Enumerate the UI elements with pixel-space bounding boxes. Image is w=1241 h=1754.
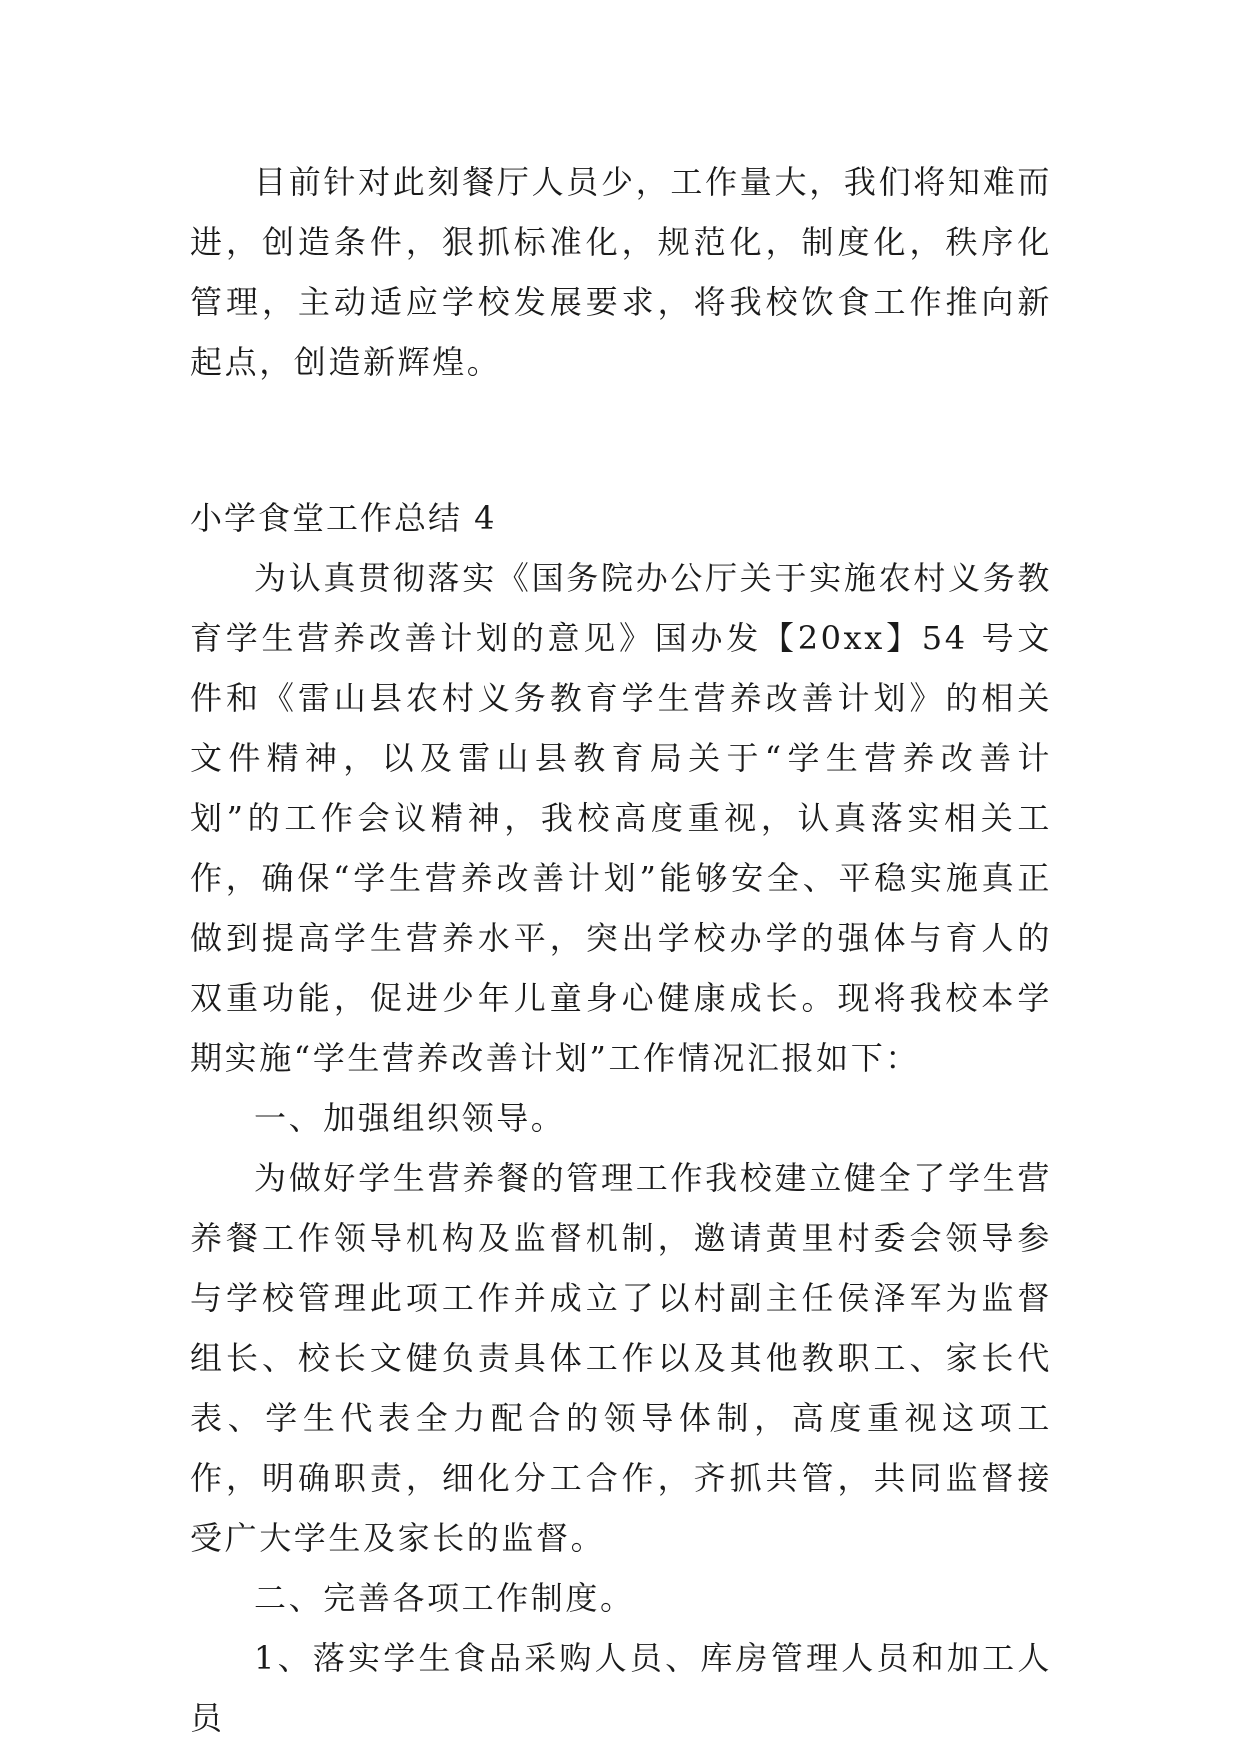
paragraph-organization: 为做好学生营养餐的管理工作我校建立健全了学生营养餐工作领导机构及监督机制，邀请黄里村委会领导参与学校管理此项工作并成立了以村副主任侯泽军为监督组长、校长文健负责具体工作以及其他教职工、家长代表、学生代表全力配合的领导体制，高度重视这项工作，明确职责，细化分工合作，齐抓共管，共同监督接受广大学生及家长的监督。 xyxy=(190,1159,1052,1557)
paragraph-intro: 为认真贯彻落实《国务院办公厅关于实施农村义务教育学生营养改善计划的意见》国办发【20xx】54 号文件和《雷山县农村义务教育学生营养改善计划》的相关文件精神，以及雷山县教育局关于“学生营养改善计划”的工作会议精神，我校高度重视，认真落实相关工作，确保“学生营养改善计划”能够安全、平稳实施真正做到提高学生营养水平，突出学校办学的强体与育人的双重功能，促进少年儿童身心健康成长。现将我校本学期实施“学生营养改善计划”工作情况汇报如下： xyxy=(190,559,1052,1077)
heading-organization: 一、加强组织领导。 xyxy=(254,1099,566,1137)
heading-systems: 二、完善各项工作制度。 xyxy=(254,1579,635,1617)
document-page xyxy=(190,152,1052,1748)
paragraph-closing: 目前针对此刻餐厅人员少，工作量大，我们将知难而进，创造条件，狠抓标准化，规范化，制度化，秩序化管理，主动适应学校发展要求，将我校饮食工作推向新起点，创造新辉煌。 xyxy=(190,163,1052,381)
section-spacer xyxy=(190,392,1052,488)
section-title: 小学食堂工作总结 4 xyxy=(190,499,497,537)
paragraph-systems-item-1: 1、落实学生食品采购人员、库房管理人员和加工人员 xyxy=(190,1639,1052,1737)
